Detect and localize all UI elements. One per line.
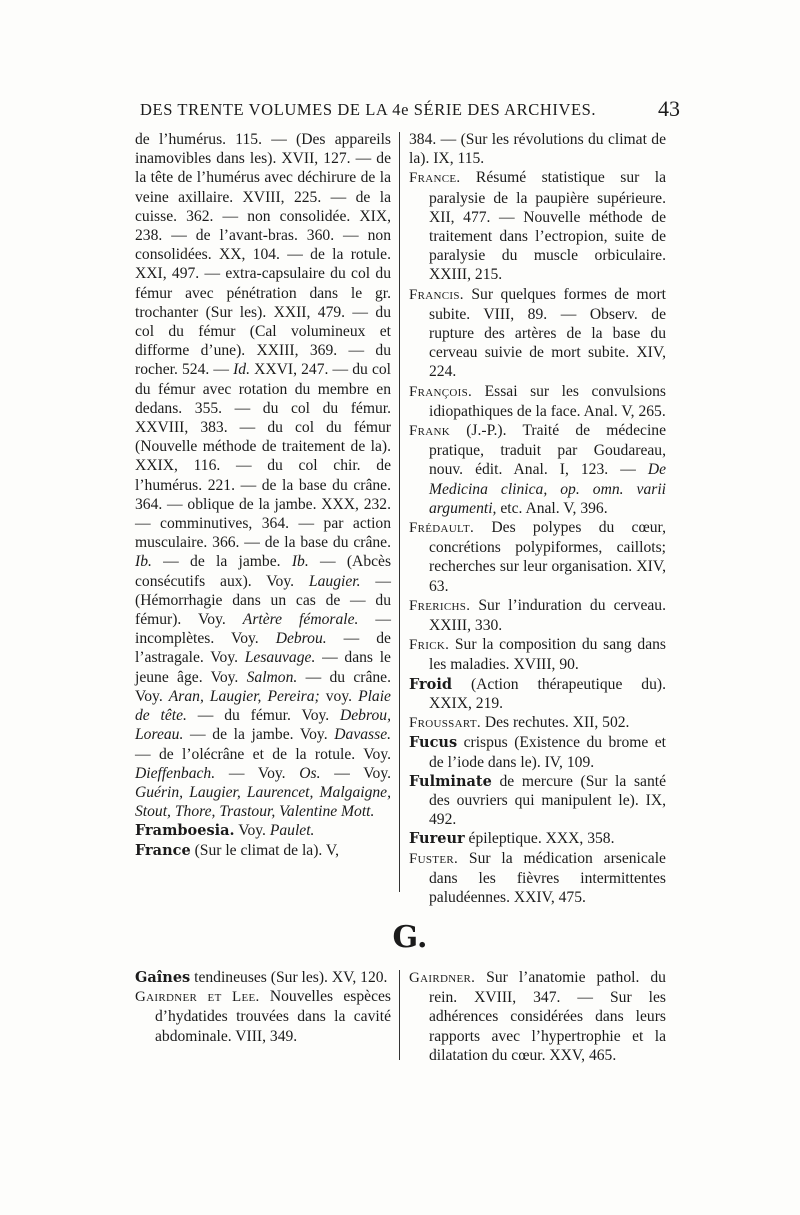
left-column-bottom [135, 968, 391, 1046]
running-title: DES TRENTE VOLUMES DE LA 4e SÉRIE DES ARCHIVES. [140, 100, 597, 119]
running-header [140, 98, 680, 128]
page-number: 43 [658, 96, 680, 121]
entry-france-auteur: France. Résumé statistique sur la paralysie de la paupière supérieure. XII, 477. — Nouvelle méthode de traitement dans l’ectropion, suite de paralysie du muscle orbiculaire. XXIII, 215. [409, 169, 666, 284]
left-column-top [135, 130, 391, 860]
entry-fuster: Fuster. Sur la médication arsenicale dans les fièvres intermittentes paludéennes. XXIV, 475. [409, 849, 666, 906]
section-letter-heading: G. [392, 920, 428, 955]
column-divider [399, 132, 400, 892]
entry-fredault: Frédault. Des polypes du cœur, concrétions polypiformes, caillots; recherches sur leur organisation. XIV, 63. [409, 519, 666, 595]
france-climat-continued: 384. — (Sur les révolutions du climat de la). IX, 115. [409, 131, 666, 168]
entry-fulminate: Fulminate de mercure (Sur la santé des ouvriers qui manipulent le). IX, 492. [409, 772, 666, 829]
column-divider-bottom [399, 970, 400, 1060]
entry-fureur: Fureur épileptique. XXX, 358. [409, 830, 615, 848]
entry-fucus: Fucus crispus (Existence du brome et de l’iode dans le). IV, 109. [409, 734, 667, 771]
fracture-entry-continued: de l’humérus. 115. — (Des appareils inamovibles dans les). XVII, 127. — de la tête de l’humérus avec déchirure de la veine axillaire. XVIII, 225. — de la cuisse. 362. — non consolidée. XIX, 238. — de l’avant-bras. 360. — non consolidées. XX, 104. — de la rotule. XXI, 497. — extra-capsulaire du col du fémur avec pénétration dans le gr. trochanter (Sur les). XXII, 479. — du col du fémur (Cal volumineux et difforme d’une). XXIII, 369. — du rocher. 524. — Id. XXVI, 247. — du col du fémur avec rotation du membre en dedans. 355. — du col du fémur. XXVIII, 383. — du col du fémur (Nouvelle méthode de traitement de la). XXIX, 116. — du col chir. de l’humérus. 221. — de la base du crâne. 364. — oblique de la jambe. XXX, 232. — comminutives, 364. — par action musculaire. 366. — de la base du crâne. Ib. — de la jambe. Ib. — (Abcès consécutifs aux). Voy. Laugier. — (Hémorrhagie dans un cas de — du fémur). Voy. Artère fémorale. — incomplètes. Voy. Debrou. — de l’astragale. Voy. Lesauvage. — dans le jeune âge. Voy. Salmon. — du crâne. Voy. Aran, Laugier, Pereira; voy. Plaie de tête. — du fémur. Voy. Debrou, Loreau. — de la jambe. Voy. Davasse. — de l’olécrâne et de la rotule. Voy. Dieffenbach. — Voy. Os. — Voy. Guérin, Laugier, Laurencet, Malgaigne, Stout, Thore, Trastour, Valentine Mott. [135, 131, 392, 821]
entry-framboesia: Framboesia. Voy. Paulet. [135, 822, 315, 840]
entry-frerichs: Frerichs. Sur l’induration du cerveau. XXIII, 330. [409, 596, 666, 635]
right-column-bottom [409, 968, 666, 1065]
entry-francois: François. Essai sur les convulsions idiopathiques de la face. Anal. V, 265. [409, 382, 666, 420]
entry-gaines: Gaînes tendineuses (Sur les). XV, 120. [135, 969, 388, 986]
entry-frick: Frick. Sur la composition du sang dans les maladies. XVIII, 90. [409, 636, 666, 674]
entry-gairdner-lee: Gairdner et Lee. Nouvelles espèces d’hydatides trouvées dans la cavité abdominale. VIII, 349. [135, 988, 391, 1045]
right-column-top [409, 130, 666, 907]
entry-froid: Froid (Action thérapeutique du). XXIX, 219. [409, 675, 666, 712]
entry-francis: Francis. Sur quelques formes de mort subite. VIII, 89. — Observ. de rupture des artères de la base du cerveau suivie de mort subite. XIV, 224. [409, 285, 666, 381]
entry-gairdner: Gairdner. Sur l’anatomie pathol. du rein. XVIII, 347. — Sur les adhérences considérées dans leurs rapports avec l’hypertrophie et la dilatation du cœur. XXV, 465. [409, 969, 666, 1064]
entry-france-climat: France (Sur le climat de la). V, [135, 841, 340, 859]
entry-frank: Frank (J.-P.). Traité de médecine pratique, traduit par Goudareau, nouv. édit. Anal. I, 123. — De Medicina clinica, op. omn. varii argumenti, etc. Anal. V, 396. [409, 422, 667, 517]
entry-froussart: Froussart. Des rechutes. XII, 502. [409, 714, 630, 732]
